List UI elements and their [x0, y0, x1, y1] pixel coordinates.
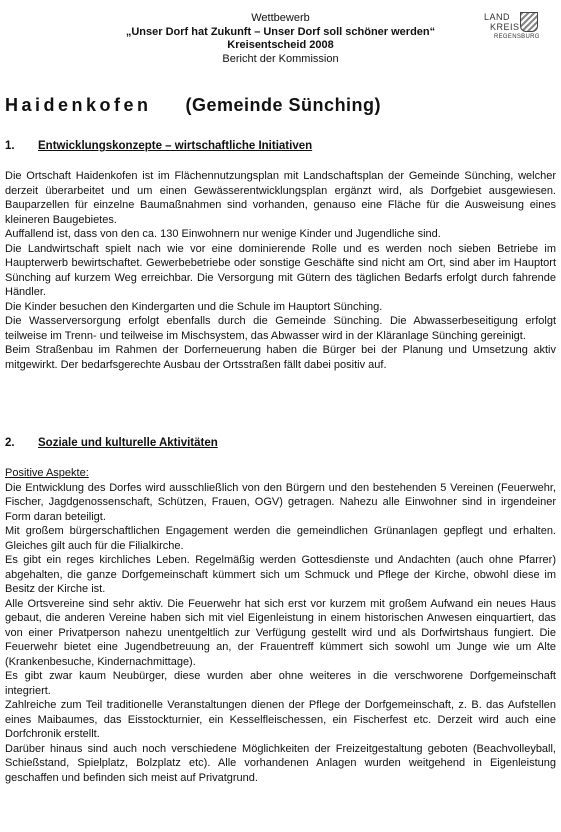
paragraph: Beim Straßenbau im Rahmen der Dorferneuerung haben die Bürger bei der Planung und Umsetzung aktiv mitgewirkt. Der bedarfsgerechte Ausbau der Ortsstraßen fällt dabei positiv auf. — [5, 344, 556, 371]
paragraph: Zahlreiche zum Teil traditionelle Veranstaltungen dienen der Pflege der Dorfgemeinschaft, z. B. das Aufstellen eines Maibaumes, das Eisstockturnier, ein Kesselfleischessen, ein Fischerfest etc. Derzeit wird auch eine Dorfchronik erstellt. — [5, 699, 556, 740]
paragraph: Mit großem bürgerschaftlichen Engagement werden die gemeindlichen Grünanlagen gepflegt und erhalten. Gleiches gilt auch für die Filialkirche. — [5, 525, 556, 552]
paragraph: Die Landwirtschaft spielt nach wie vor eine dominierende Rolle und es werden noch sieben Betriebe im Haupterwerb bewirtschaftet. Gewerbebetriebe oder sonstige Geschäfte sind nicht am Ort, sind aber im Hauptort Sünching auf kurzem Weg erreichbar. Die Versorgung mit Gütern des täglichen Bedarfs erfolgt durch fahrende Händler. — [5, 242, 556, 298]
section-1-body — [5, 169, 556, 372]
paragraph: Die Kinder besuchen den Kindergarten und die Schule im Hauptort Sünching. — [5, 300, 383, 313]
page-title — [5, 95, 381, 116]
header-level: Kreisentscheid 2008 — [227, 39, 334, 51]
landkreis-logo — [484, 12, 552, 48]
section-number: 1. — [5, 140, 15, 152]
header-competition: Wettbewerb — [251, 12, 310, 24]
section-number: 2. — [5, 437, 15, 449]
logo-line-1: LAND — [484, 12, 511, 22]
paragraph: Auffallend ist, dass von den ca. 130 Einwohnern nur wenige Kinder und Jugendliche sind. — [5, 228, 441, 240]
paragraph: Die Entwicklung des Dorfes wird ausschließlich von den Bürgern und den bestehenden 5 Vereinen (Feuerwehr, Fischer, Jagdgenossenschaft, Schützen, Frauen, OGV) getragen. Nahezu alle Einwohner sind in irgendeiner Form daran beteiligt. — [5, 481, 556, 523]
paragraph: Es gibt zwar kaum Neubürger, diese wurden aber ohne weiteres in die verschworene Dorfgemeinschaft integriert. — [5, 670, 556, 697]
section-1-heading — [5, 140, 312, 152]
paragraph: Die Ortschaft Haidenkofen ist im Flächennutzungsplan mit Landschaftsplan der Gemeinde Sünching, welcher derzeit überarbeitet und um einen Gewässerentwicklungsplan ergänzt wird, als Dorfgebiet ausgewiesen. Bauparzellen für einzelne Baumaßnahmen sind vorhanden, genauso eine Fläche für die Ausweisung eines kleineren Baugebietes. — [5, 170, 556, 226]
section-2-heading — [5, 437, 218, 449]
paragraph: Darüber hinaus sind auch noch verschiedene Möglichkeiten der Freizeitgestaltung geboten (Beachvolleyball, Schießstand, Spielplatz, Bolzplatz etc). Alle vorhandenen Anlagen wurden weitgehend in Eigenleistung geschaffen und befinden sich meist auf Privatgrund. — [5, 742, 556, 784]
section-2-body — [5, 466, 556, 785]
section-title: Entwicklungskonzepte – wirtschaftliche Initiativen — [38, 140, 313, 152]
coat-of-arms-icon — [520, 12, 538, 32]
paragraph: Die Wasserversorgung erfolgt ebenfalls durch die Gemeinde Sünching. Die Abwasserbeseitigung erfolgt teilweise im Trenn- und teilweise im Mischsystem, das Abwasser wird in der Kläranlage Sünching gereinigt. — [5, 315, 556, 342]
document-header — [0, 12, 561, 66]
header-report: Bericht der Kommission — [222, 52, 339, 65]
municipality-name: (Gemeinde Sünching) — [185, 95, 382, 115]
subheading: Positive Aspekte: — [5, 467, 89, 479]
town-name: Haidenkofen — [5, 95, 152, 115]
paragraph: Alle Ortsvereine sind sehr aktiv. Die Feuerwehr hat sich erst vor kurzem mit großem Aufwand ein neues Haus gebaut, die anderen Vereine haben sich mit viel Eigenleistung in einem historischen Anwesen einquartiert, das von einer Privatperson nahezu unentgeltlich zur Verfügung gestellt wird und als Dorfwirtshaus fungiert. Die Feuerwehr bietet eine Jugendbetreuung an, der Frauentreff kümmert sich sowohl um Junge wie um Alte (Krankenbesuche, Kindernachmittage). — [5, 597, 556, 668]
logo-line-3: REGENSBURG — [494, 34, 540, 40]
header-motto: „Unser Dorf hat Zukunft – Unser Dorf soll schöner werden“ — [125, 25, 436, 38]
logo-line-2: KREIS — [490, 22, 520, 32]
section-title: Soziale und kulturelle Aktivitäten — [38, 437, 218, 449]
paragraph: Es gibt ein reges kirchliches Leben. Regelmäßig werden Gottesdienste und Andachten (auch ohne Pfarrer) abgehalten, die ganze Dorfgemeinschaft kümmert sich um Schmuck und Pflege der Kirche, obwohl diese im Besitz der Kirche ist. — [5, 554, 556, 595]
